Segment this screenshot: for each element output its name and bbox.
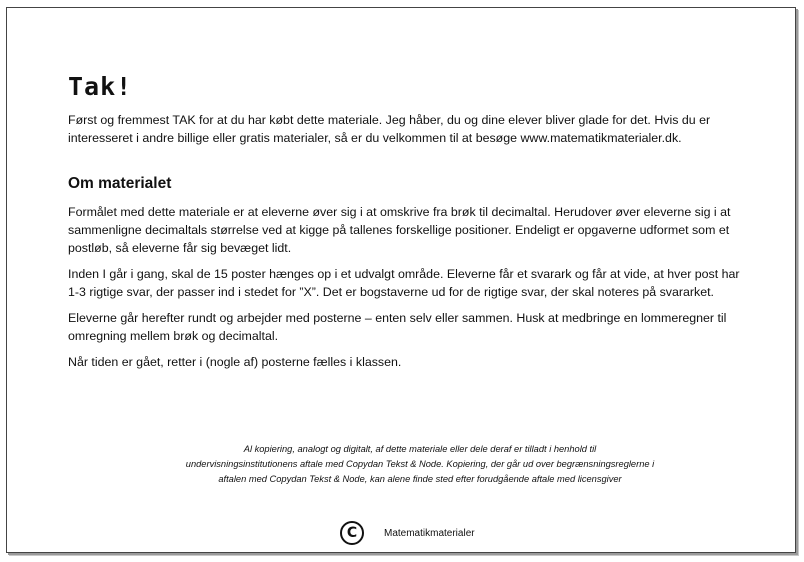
page-content <box>68 72 748 371</box>
paragraph-setup: Inden I går i gang, skal de 15 poster hænges op i et udvalgt område. Eleverne får et svarark og får at vide, at hver post har 1-3 rigtige svar, der passer ind i stedet for ”X”. Det er bogstaverne ud for de rigtige svar, der skal noteres på svararket. <box>68 267 740 299</box>
paragraph-review: Når tiden er gået, retter i (nogle af) posterne fælles i klassen. <box>68 355 402 369</box>
copyright-icon: C <box>340 521 364 545</box>
footer-label: Matematikmaterialer <box>384 527 475 539</box>
intro-paragraph: Først og fremmest TAK for at du har købt dette materiale. Jeg håber, du og dine elever bliver glade for det. Hvis du er interesseret i andre billige eller gratis materialer, så er du velkommen til at besøge www.matematikmaterialer.dk. <box>68 113 711 145</box>
paragraph-purpose: Formålet med dette materiale er at eleverne øver sig i at omskrive fra brøk til decimaltal. Herudover øver eleverne sig i at sammenligne decimaltals størrelse ved at kigge på tallenes forskellige positioner. Endeligt er opgaverne udformet som et postløb, så eleverne får sig bevæget lidt. <box>68 205 731 255</box>
copyright-notice-line: undervisningsinstitutionens aftale med Copydan Tekst & Node. Kopiering, der går ud over begrænsningsreglerne i <box>185 459 655 469</box>
section-heading: Om materialet <box>68 175 172 192</box>
copyright-notice-line: aftalen med Copydan Tekst & Node, kan alene finde sted efter forudgående aftale med licensgiver <box>218 474 622 484</box>
paragraph-work: Eleverne går herefter rundt og arbejder med posterne – enten selv eller sammen. Husk at medbringe en lommeregner til omregning mellem brøk og decimaltal. <box>68 311 727 343</box>
copyright-notice <box>120 442 720 487</box>
copyright-notice-line: Al kopiering, analogt og digitalt, af dette materiale eller dele deraf er tilladt i henhold til <box>243 444 597 454</box>
page-title: Tak! <box>68 72 133 101</box>
footer <box>340 519 475 547</box>
